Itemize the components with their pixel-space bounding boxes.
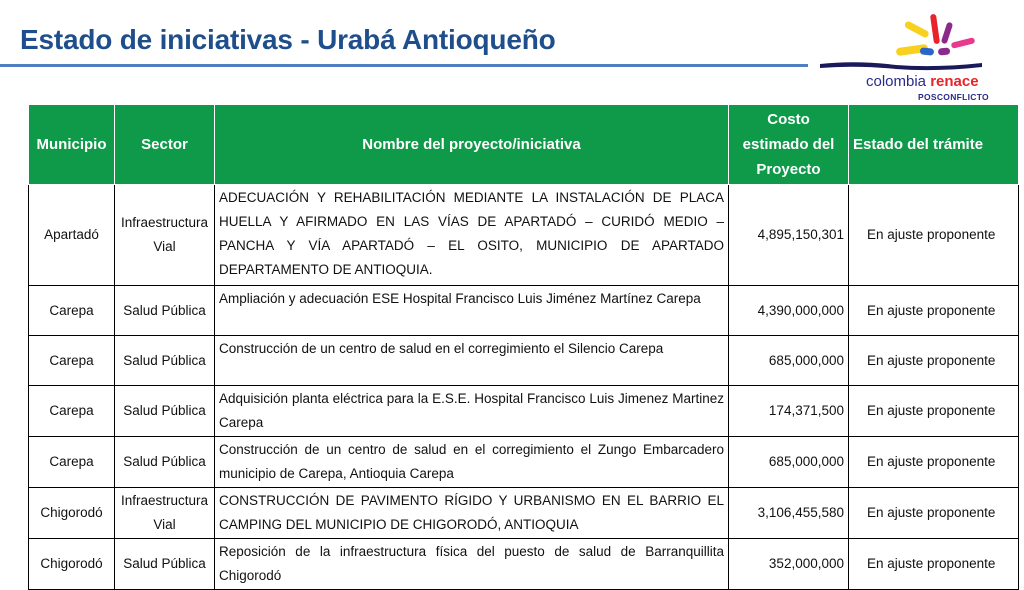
cell-municipio: Carepa bbox=[29, 437, 115, 488]
table-row bbox=[29, 185, 1019, 286]
cell-municipio: Carepa bbox=[29, 336, 115, 386]
cell-estado: En ajuste proponente bbox=[849, 488, 1019, 539]
logo-brand-a: colombia bbox=[866, 73, 927, 90]
cell-estado: En ajuste proponente bbox=[849, 336, 1019, 386]
logo-brand bbox=[866, 73, 979, 90]
logo-ray bbox=[920, 47, 935, 55]
table-row bbox=[29, 386, 1019, 437]
header-nombre: Nombre del proyecto/iniciativa bbox=[215, 105, 729, 185]
initiatives-table bbox=[28, 104, 1019, 590]
cell-nombre: ADECUACIÓN Y REHABILITACIÓN MEDIANTE LA INSTALACIÓN DE PLACA HUELLA Y AFIRMADO EN LAS VÍAS DE APARTADÓ – CURIDÓ MEDIO – PANCHA Y VÍA APARTADÓ – EL OSITO, MUNICIPIO DE APARTADO DEPARTAMENTO DE ANTIOQUIA. bbox=[215, 185, 729, 286]
cell-sector: Salud Pública bbox=[115, 286, 215, 336]
initiatives-table-container bbox=[28, 104, 996, 583]
cell-municipio: Apartadó bbox=[29, 185, 115, 286]
cell-nombre: Ampliación y adecuación ESE Hospital Francisco Luis Jiménez Martínez Carepa bbox=[215, 286, 729, 336]
cell-sector: Salud Pública bbox=[115, 336, 215, 386]
cell-sector: Infraestructura Vial bbox=[115, 488, 215, 539]
cell-nombre: Adquisición planta eléctrica para la E.S.E. Hospital Francisco Luis Jimenez Martinez Carepa bbox=[215, 386, 729, 437]
title-divider bbox=[0, 64, 808, 67]
cell-costo: 352,000,000 bbox=[729, 539, 849, 590]
logo-brand-b: renace bbox=[930, 73, 979, 90]
cell-estado: En ajuste proponente bbox=[849, 437, 1019, 488]
cell-municipio: Carepa bbox=[29, 286, 115, 336]
table-row bbox=[29, 286, 1019, 336]
cell-estado: En ajuste proponente bbox=[849, 539, 1019, 590]
logo-ray bbox=[941, 22, 954, 45]
cell-estado: En ajuste proponente bbox=[849, 286, 1019, 336]
cell-costo: 4,390,000,000 bbox=[729, 286, 849, 336]
cell-municipio: Chigorodó bbox=[29, 488, 115, 539]
logo-ray bbox=[951, 37, 976, 49]
table-row bbox=[29, 488, 1019, 539]
cell-sector: Infraestructura Vial bbox=[115, 185, 215, 286]
logo-ray bbox=[938, 47, 951, 55]
table-header-row bbox=[29, 105, 1019, 185]
table-row bbox=[29, 539, 1019, 590]
logo-subtitle: POSCONFLICTO bbox=[918, 92, 989, 102]
page-title: Estado de iniciativas - Urabá Antioqueño bbox=[20, 24, 556, 55]
cell-nombre: Construcción de un centro de salud en el corregimiento el Zungo Embarcadero municipio de Carepa, Antioquia Carepa bbox=[215, 437, 729, 488]
table-row bbox=[29, 437, 1019, 488]
cell-municipio: Carepa bbox=[29, 386, 115, 437]
cell-municipio: Chigorodó bbox=[29, 539, 115, 590]
logo-stroke bbox=[820, 62, 982, 70]
cell-costo: 174,371,500 bbox=[729, 386, 849, 437]
cell-sector: Salud Pública bbox=[115, 539, 215, 590]
cell-nombre: Reposición de la infraestructura física del puesto de salud de Barranquillita Chigorodó bbox=[215, 539, 729, 590]
cell-sector: Salud Pública bbox=[115, 437, 215, 488]
table-row bbox=[29, 336, 1019, 386]
header-municipio: Municipio bbox=[29, 105, 115, 185]
cell-costo: 685,000,000 bbox=[729, 336, 849, 386]
cell-costo: 685,000,000 bbox=[729, 437, 849, 488]
cell-costo: 3,106,455,580 bbox=[729, 488, 849, 539]
header-estado: Estado del trámite bbox=[849, 105, 1019, 185]
cell-nombre: Construcción de un centro de salud en el corregimiento el Silencio Carepa bbox=[215, 336, 729, 386]
cell-nombre: CONSTRUCCIÓN DE PAVIMENTO RÍGIDO Y URBANISMO EN EL BARRIO EL CAMPING DEL MUNICIPIO DE CHIGORODÓ, ANTIOQUIA bbox=[215, 488, 729, 539]
cell-estado: En ajuste proponente bbox=[849, 386, 1019, 437]
header-sector: Sector bbox=[115, 105, 215, 185]
cell-costo: 4,895,150,301 bbox=[729, 185, 849, 286]
cell-estado: En ajuste proponente bbox=[849, 185, 1019, 286]
logo-ray bbox=[904, 20, 930, 38]
logo-ray bbox=[930, 14, 940, 45]
header-costo: Costo estimado del Proyecto bbox=[729, 105, 849, 185]
cell-sector: Salud Pública bbox=[115, 386, 215, 437]
